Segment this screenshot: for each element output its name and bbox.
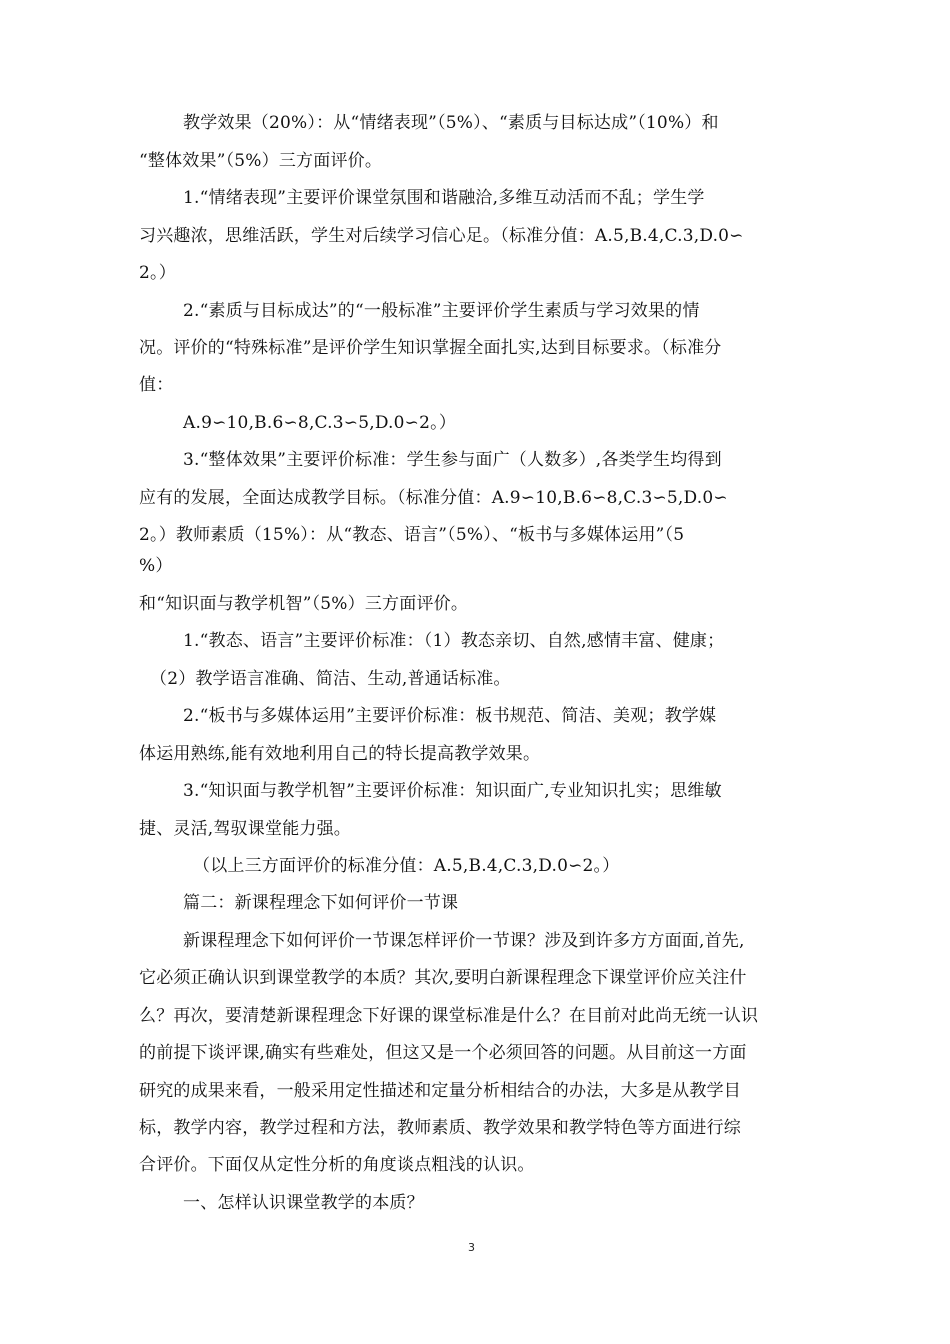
- text-line: 2。）教师素质（15%）：从“教态、语言”（5%）、“板书与多媒体运用”（5: [139, 525, 685, 545]
- text-line: A.9∽10,B.6∽8,C.3∽5,D.0∽2。）: [183, 413, 457, 433]
- text-line: 应有的发展，全面达成教学目标。（标准分值：A.9∽10,B.6∽8,C.3∽5,D.0∽: [139, 488, 728, 508]
- text-line: 习兴趣浓，思维活跃，学生对后续学习信心足。（标准分值：A.5,B.4,C.3,D.0∽: [139, 226, 744, 246]
- text-line: 值：: [139, 375, 174, 395]
- text-line: 1.“教态、语言”主要评价标准：（1）教态亲切、自然,感情丰富、健康；: [183, 631, 725, 651]
- text-line: （以上三方面评价的标准分值：A.5,B.4,C.3,D.0∽2。）: [193, 856, 620, 876]
- text-line: 况。评价的“特殊标准”是评价学生知识掌握全面扎实,达到目标要求。（标准分: [139, 338, 722, 358]
- text-line: 新课程理念下如何评价一节课怎样评价一节课？涉及到许多方方面面,首先,: [183, 931, 745, 951]
- text-line: 3.“知识面与教学机智”主要评价标准：知识面广,专业知识扎实；思维敏: [183, 781, 722, 801]
- text-line: 它必须正确认识到课堂教学的本质？其次,要明白新课程理念下课堂评价应关注什: [139, 968, 747, 988]
- text-line: 3.“整体效果”主要评价标准：学生参与面广（人数多）,各类学生均得到: [183, 450, 722, 470]
- page-number: 3: [468, 1241, 475, 1254]
- text-line: 合评价。下面仅从定性分析的角度谈点粗浅的认识。: [139, 1155, 535, 1175]
- text-line: 篇二：新课程理念下如何评价一节课: [183, 893, 459, 913]
- text-line: 1.“情绪表现”主要评价课堂氛围和谐融洽,多维互动活而不乱；学生学: [183, 188, 705, 208]
- text-line: （2）教学语言准确、简洁、生动,普通话标准。: [150, 669, 511, 689]
- text-line: 一、怎样认识课堂教学的本质？: [183, 1193, 424, 1213]
- text-line: 2.“板书与多媒体运用”主要评价标准：板书规范、简洁、美观；教学媒: [183, 706, 717, 726]
- text-line: %）: [139, 556, 173, 576]
- text-line: 么？再次，要清楚新课程理念下好课的课堂标准是什么？在目前对此尚无统一认识: [139, 1006, 759, 1026]
- text-line: 研究的成果来看，一般采用定性描述和定量分析相结合的办法，大多是从教学目: [139, 1081, 741, 1101]
- text-line: 体运用熟练,能有效地利用自己的特长提高教学效果。: [139, 744, 541, 764]
- text-line: 捷、灵活,驾驭课堂能力强。: [139, 819, 352, 839]
- text-line: 标，教学内容，教学过程和方法，教师素质、教学效果和教学特色等方面进行综: [139, 1118, 741, 1138]
- text-line: 2.“素质与目标成达”的“一般标准”主要评价学生素质与学习效果的情: [183, 301, 700, 321]
- text-line: 和“知识面与教学机智”（5%）三方面评价。: [139, 594, 469, 614]
- text-line: “整体效果”（5%）三方面评价。: [139, 151, 383, 171]
- text-line: 的前提下谈评课,确实有些难处，但这又是一个必须回答的问题。从目前这一方面: [139, 1043, 747, 1063]
- text-line: 教学效果（20%）：从“情绪表现”（5%）、“素质与目标达成”（10%）和: [183, 113, 719, 133]
- text-line: 2。）: [139, 263, 176, 283]
